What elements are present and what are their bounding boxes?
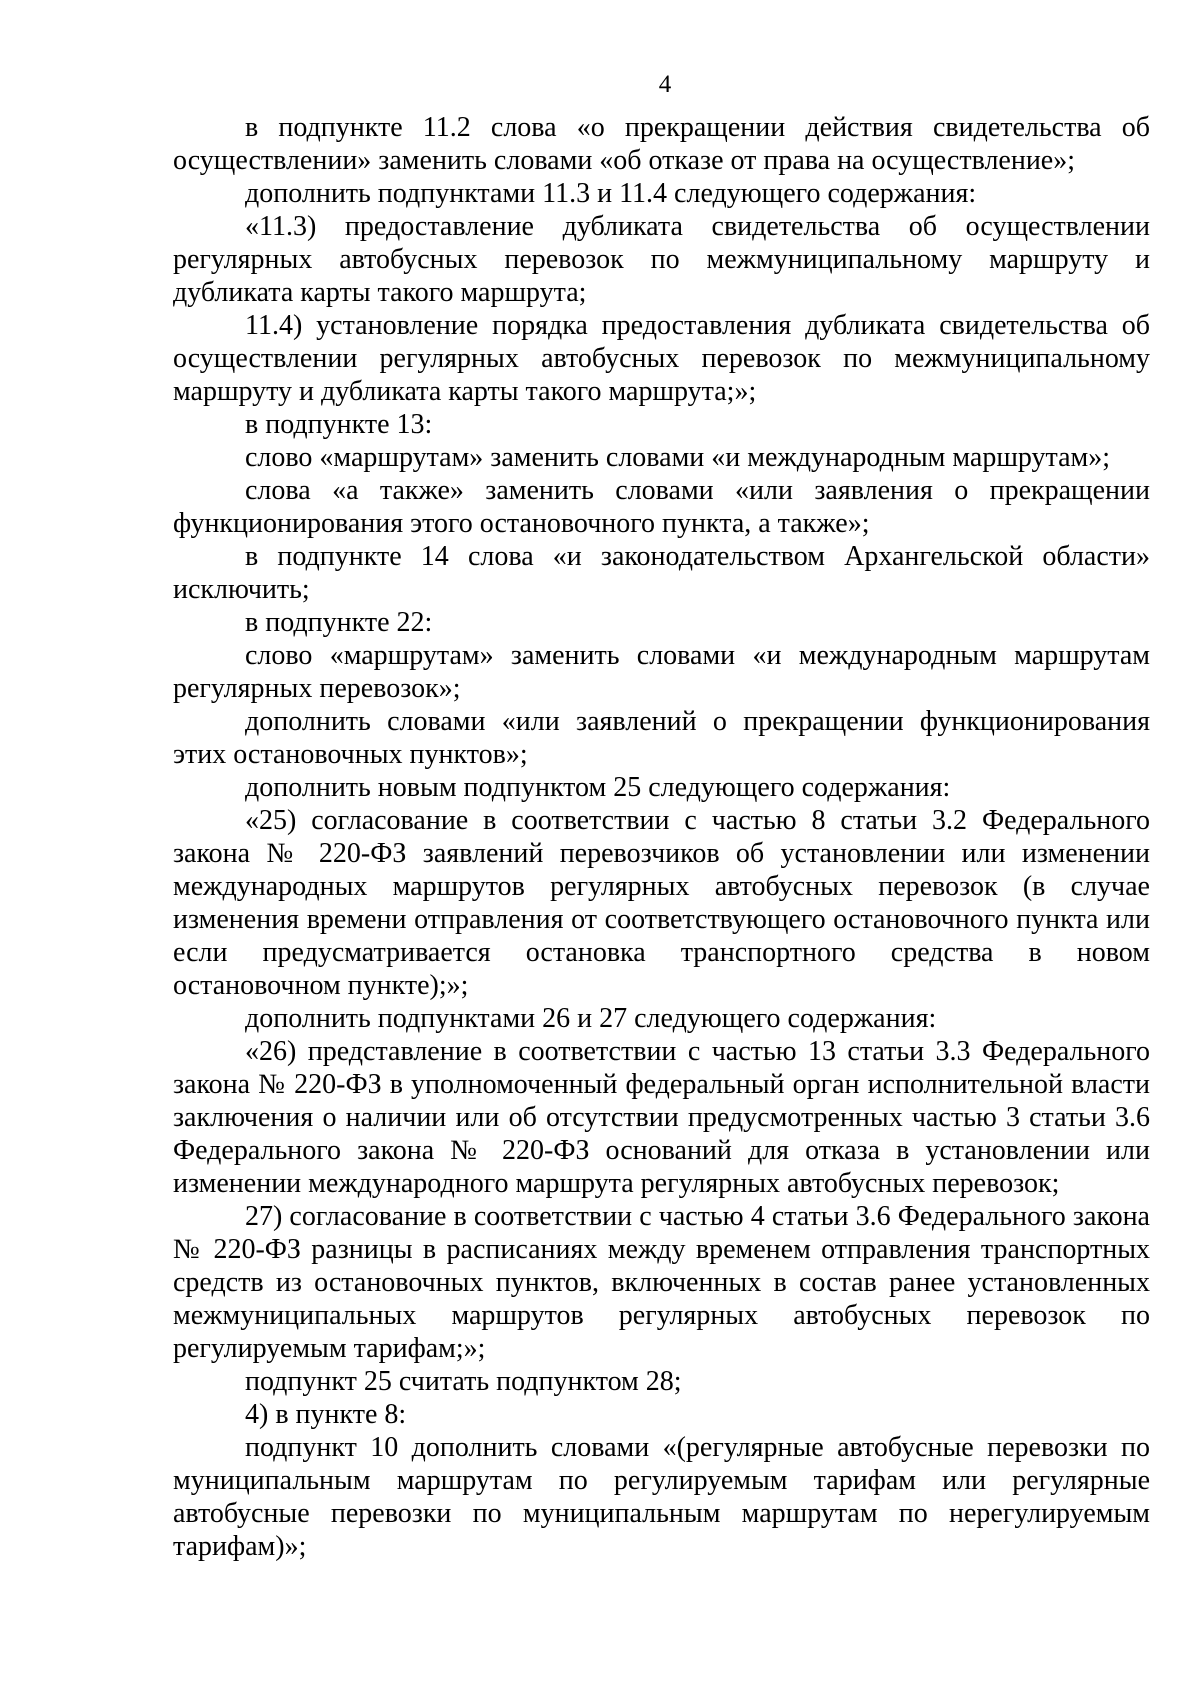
paragraph: в подпункте 22: [245, 607, 433, 638]
paragraph: «25) согласование в соответствии с частью 8 статьи 3.2 Федерального закона № 220-ФЗ заявлений перевозчиков об установлении или изменении международных маршрутов регулярных автобусных перевозок (в случае изменения времени отправления от соответствующего остановочного пункта или если предусматривается остановка транспортного средства в новом остановочном пункте);»; [173, 805, 1150, 1001]
paragraph: слово «маршрутам» заменить словами «и международным маршрутам»; [245, 442, 1111, 473]
paragraph: дополнить новым подпунктом 25 следующего содержания: [245, 772, 951, 803]
paragraph: в подпункте 11.2 слова «о прекращении действия свидетельства об осуществлении» заменить словами «об отказе от права на осуществление»; [173, 112, 1150, 176]
paragraph: в подпункте 14 слова «и законодательством Архангельской области» исключить; [173, 541, 1150, 605]
paragraph: слова «а также» заменить словами «или заявления о прекращении функционирования этого остановочного пункта, а также»; [173, 475, 1150, 539]
paragraph: 4) в пункте 8: [245, 1399, 407, 1430]
paragraph: подпункт 10 дополнить словами «(регулярные автобусные перевозки по муниципальным маршрутам по регулируемым тарифам или регулярные автобусные перевозки по муниципальным маршрутам по нерегулируемым тарифам)»; [173, 1432, 1150, 1562]
document-body [173, 111, 1150, 1563]
paragraph: слово «маршрутам» заменить словами «и международным маршрутам регулярных перевозок»; [173, 640, 1150, 704]
paragraph: подпункт 25 считать подпунктом 28; [245, 1366, 682, 1397]
paragraph: «26) представление в соответствии с частью 13 статьи 3.3 Федерального закона № 220-ФЗ в уполномоченный федеральный орган исполнительной власти заключения о наличии или об отсутствии предусмотренных частью 3 статьи 3.6 Федерального закона № 220-ФЗ оснований для отказа в установлении или изменении международного маршрута регулярных автобусных перевозок; [173, 1036, 1150, 1199]
paragraph: дополнить подпунктами 26 и 27 следующего содержания: [245, 1003, 937, 1034]
paragraph: дополнить словами «или заявлений о прекращении функционирования этих остановочных пунктов»; [173, 706, 1150, 770]
paragraph: 27) согласование в соответствии с частью 4 статьи 3.6 Федерального закона № 220-ФЗ разницы в расписаниях между временем отправления транспортных средств из остановочных пунктов, включенных в состав ранее установленных межмуниципальных маршрутов регулярных автобусных перевозок по регулируемым тарифам;»; [173, 1201, 1150, 1364]
paragraph: дополнить подпунктами 11.3 и 11.4 следующего содержания: [245, 178, 977, 209]
paragraph: 11.4) установление порядка предоставления дубликата свидетельства об осуществлении регулярных автобусных перевозок по межмуниципальному маршруту и дубликата карты такого маршрута;»; [173, 310, 1150, 407]
paragraph: в подпункте 13: [245, 409, 433, 440]
paragraph: «11.3) предоставление дубликата свидетельства об осуществлении регулярных автобусных перевозок по межмуниципальному маршруту и дубликата карты такого маршрута; [173, 211, 1150, 308]
page-number: 4 [658, 71, 672, 98]
